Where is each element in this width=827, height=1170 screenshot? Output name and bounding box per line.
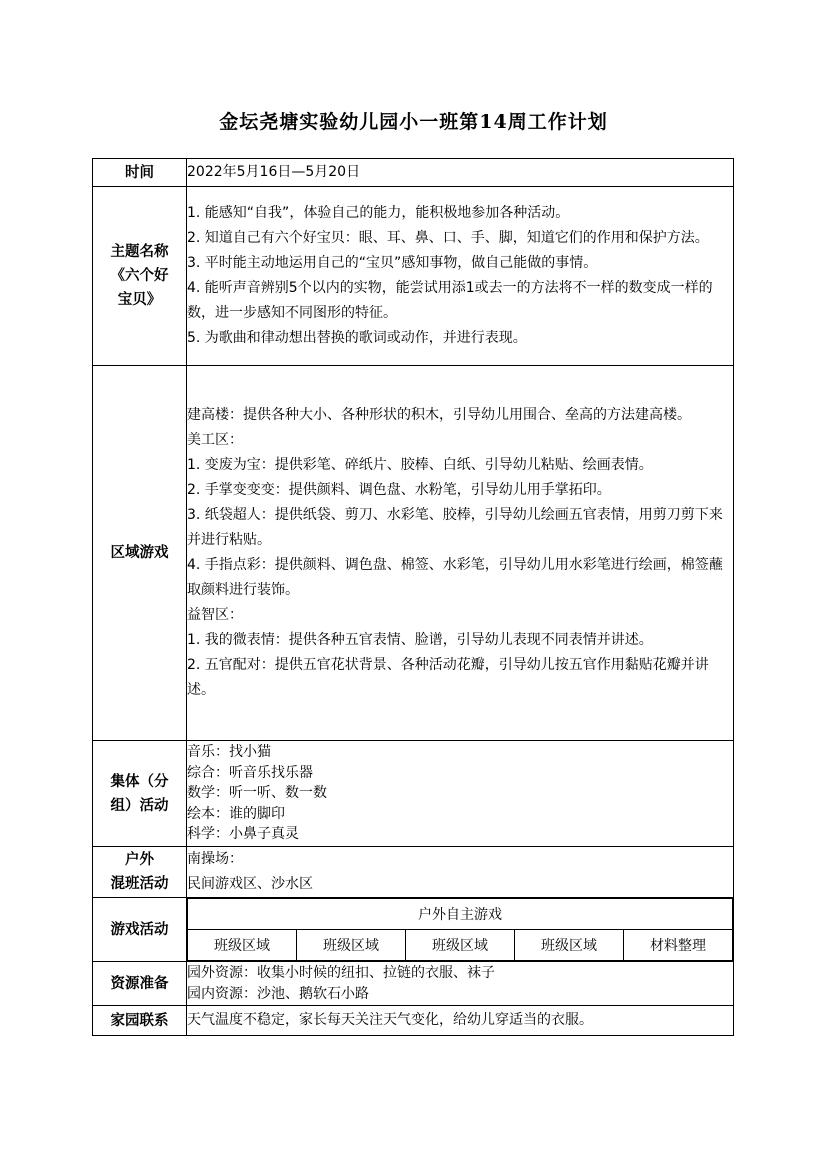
group-item: 数学：听一听、数一数	[187, 785, 327, 802]
group-item: 绘本：谁的脚印	[187, 805, 285, 822]
area-item: 美工区：	[187, 432, 243, 448]
home-label: 家园联系	[93, 1006, 187, 1036]
theme-row	[93, 187, 734, 366]
area-item: 益智区：	[187, 607, 243, 623]
area-item: 2. 五官配对：提供五官花状背景、各种活动花瓣，引导幼儿按五官作用黏贴花瓣并讲述。	[187, 657, 709, 698]
home-value: 天气温度不稳定，家长每天关注天气变化，给幼儿穿适当的衣服。	[187, 1006, 734, 1036]
theme-item: 4. 能听声音辨别5个以内的实物，能尝试用添1或去一的方法将不一样的数变成一样的数，进一步感知不同图形的特征。	[187, 280, 713, 321]
area-item: 建高楼：提供各种大小、各种形状的积木，引导幼儿用围合、垒高的方法建高楼。	[187, 407, 691, 423]
theme-label-line: 《六个好	[110, 268, 169, 284]
area-content	[187, 366, 734, 741]
home-row	[93, 1006, 734, 1036]
theme-content	[187, 187, 734, 366]
game-subtable	[187, 898, 733, 961]
group-item: 科学：小鼻子真灵	[187, 826, 299, 843]
area-row	[93, 366, 734, 741]
page-title: 金坛尧塘实验幼儿园小一班第14周工作计划	[219, 111, 608, 133]
outdoor-label-line: 户外	[125, 852, 154, 868]
area-item: 1. 变废为宝：提供彩笔、碎纸片、胶棒、白纸、引导幼儿粘贴、绘画表情。	[187, 457, 653, 473]
time-value: 2022年5月16日—5月20日	[187, 159, 734, 187]
game-cell: 班级区域	[515, 930, 624, 961]
resources-item: 园外资源：收集小时候的纽扣、拉链的衣服、袜子	[187, 965, 495, 981]
group-label-line: 组）活动	[110, 797, 169, 814]
area-item: 3. 纸袋超人：提供纸袋、剪刀、水彩笔、胶棒，引导幼儿绘画五官表情，用剪刀剪下来并进行粘贴。	[187, 507, 723, 548]
theme-label-line: 主题名称	[110, 244, 169, 260]
group-item: 音乐：找小猫	[187, 744, 271, 761]
game-cell: 班级区域	[406, 930, 515, 961]
game-header: 户外自主游戏	[188, 899, 733, 930]
resources-item: 园内资源：沙池、鹅软石小路	[187, 985, 369, 1002]
resources-label: 资源准备	[93, 962, 187, 1006]
theme-item: 3. 平时能主动地运用自己的“宝贝”感知事物，做自己能做的事情。	[187, 255, 598, 271]
theme-item: 1. 能感知“自我”，体验自己的能力，能积极地参加各种活动。	[187, 205, 570, 221]
plan-table	[92, 158, 734, 1036]
area-label: 区域游戏	[93, 366, 187, 741]
theme-item: 2. 知道自己有六个好宝贝：眼、耳、鼻、口、手、脚，知道它们的作用和保护方法。	[187, 230, 709, 246]
area-item: 1. 我的微表情：提供各种五官表情、脸谱，引导幼儿表现不同表情并讲述。	[187, 632, 653, 648]
group-label	[93, 741, 187, 847]
theme-label	[93, 187, 187, 366]
outdoor-item: 民间游戏区、沙水区	[187, 876, 313, 892]
time-label: 时间	[93, 159, 187, 187]
outdoor-content	[187, 847, 734, 898]
theme-label-line: 宝贝》	[117, 292, 162, 308]
group-item: 综合：听音乐找乐器	[187, 764, 313, 781]
area-item: 4. 手指点彩：提供颜料、调色盘、棉签、水彩笔，引导幼儿用水彩笔进行绘画，棉签蘸取颜料进行装饰。	[187, 557, 723, 598]
resources-content	[187, 962, 734, 1006]
game-cell: 班级区域	[188, 930, 297, 961]
area-item: 2. 手掌变变变：提供颜料、调色盘、水粉笔，引导幼儿用手掌拓印。	[187, 482, 611, 498]
game-row	[93, 898, 734, 962]
group-label-line: 集体（分	[110, 773, 169, 790]
time-row	[93, 159, 734, 187]
group-content	[187, 741, 734, 847]
game-content	[187, 898, 734, 962]
game-cell: 班级区域	[297, 930, 406, 961]
game-label: 游戏活动	[93, 898, 187, 962]
outdoor-row	[93, 847, 734, 898]
outdoor-label	[93, 847, 187, 898]
outdoor-label-line: 混班活动	[110, 876, 169, 892]
group-row	[93, 741, 734, 847]
resources-row	[93, 962, 734, 1006]
game-cell: 材料整理	[624, 930, 733, 961]
outdoor-item: 南操场：	[187, 851, 243, 867]
theme-item: 5. 为歌曲和律动想出替换的歌词或动作，并进行表现。	[187, 330, 527, 346]
